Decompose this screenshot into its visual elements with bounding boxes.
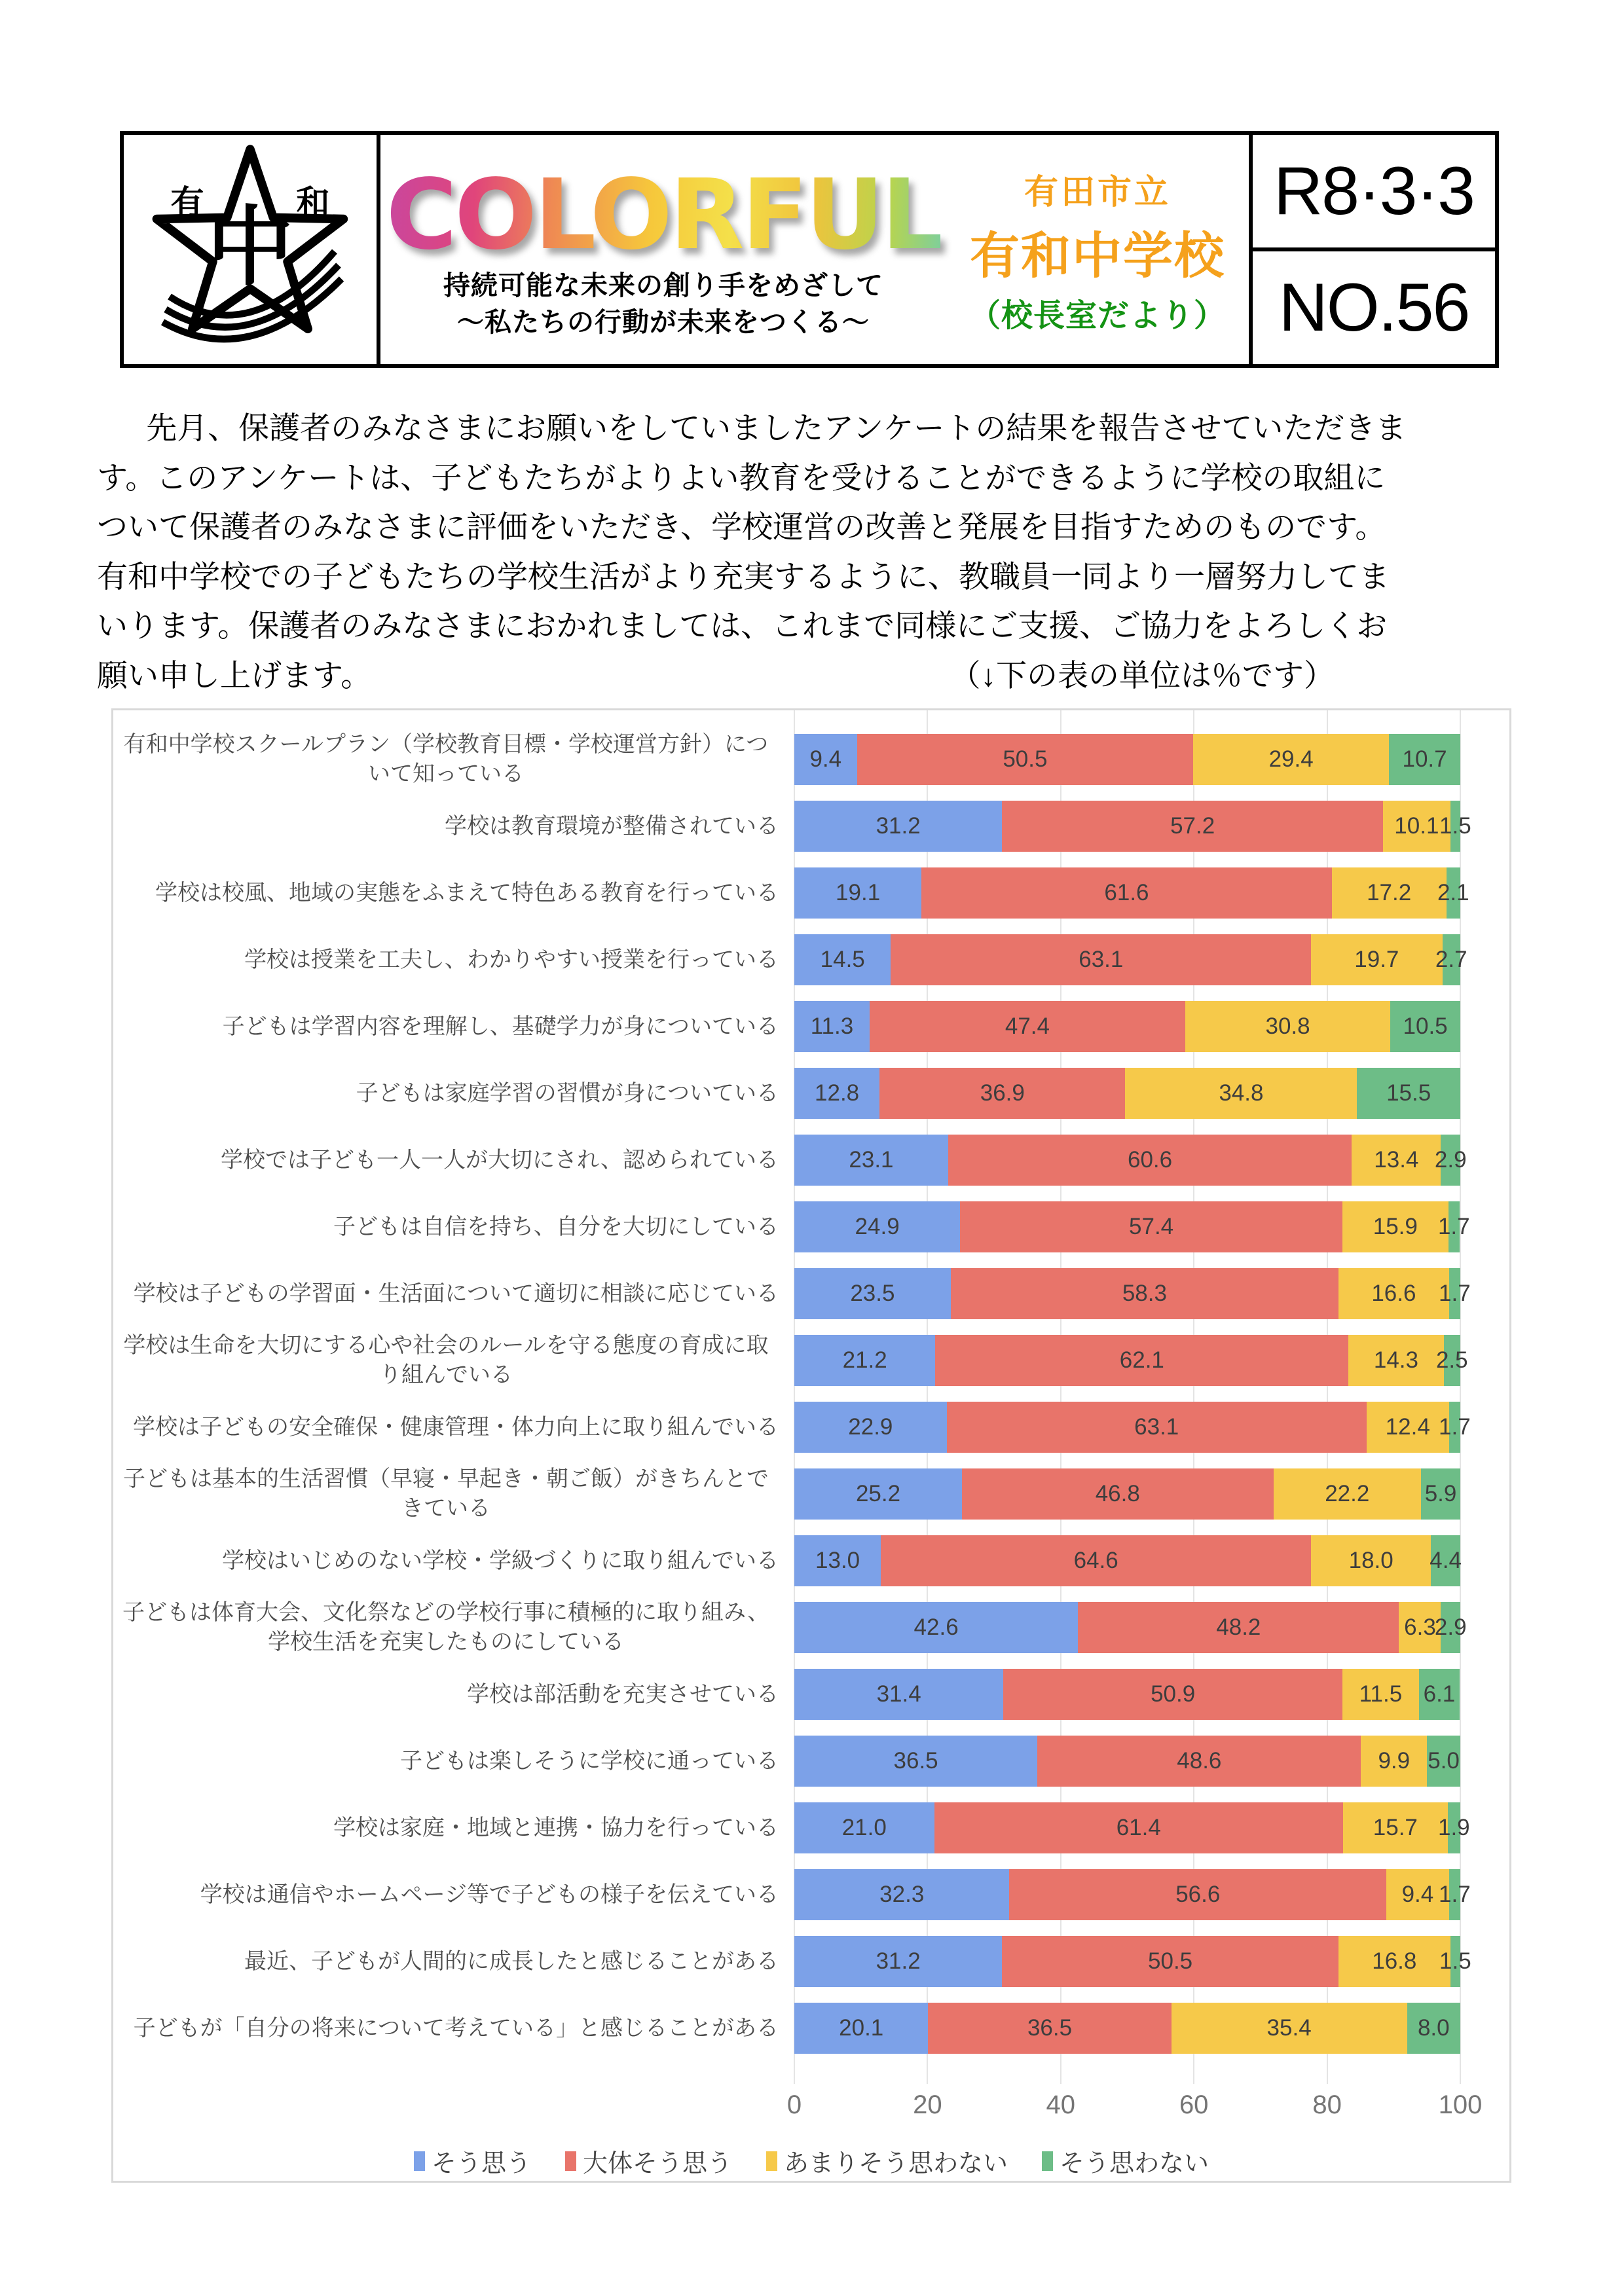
bar-value-label: 14.3 (1373, 1347, 1418, 1373)
legend-item (565, 2143, 732, 2179)
bar-stack (794, 1335, 1468, 1386)
axis-tick-label: 0 (786, 2090, 802, 2119)
bar-value-label: 50.5 (1148, 1948, 1193, 1974)
bar-segment (1037, 1736, 1361, 1787)
bar-value-label: 5.0 (1428, 1748, 1460, 1774)
bar-value-label: 22.2 (1325, 1481, 1370, 1506)
bar-stack (794, 1068, 1460, 1119)
intro-last-line (97, 652, 1531, 702)
bar-segment (1439, 801, 1471, 852)
category-label-text: 最近、子どもが人間的に成長したと感じることがある (244, 1948, 779, 1974)
bar-segment (1367, 1402, 1449, 1453)
intro-line: 願い申し上げます。 (97, 659, 372, 693)
bar-stack (794, 1669, 1460, 1720)
bar-value-label: 57.4 (1129, 1214, 1174, 1239)
bar-segment (1338, 1936, 1450, 1987)
bar-stack (794, 734, 1460, 785)
category-label (113, 1598, 794, 1657)
bar-segment (794, 934, 891, 985)
school-name-block (946, 135, 1249, 364)
bar-value-label: 11.5 (1359, 1681, 1403, 1707)
bar-value-label: 61.4 (1116, 1815, 1161, 1840)
issue-number: NO.56 (1278, 269, 1469, 346)
bar-segment (934, 1802, 1343, 1853)
category-label (113, 1947, 794, 1977)
bar-value-label: 21.0 (841, 1815, 887, 1840)
bar-value-label: 31.2 (876, 1948, 921, 1974)
chart-row (113, 1527, 1509, 1594)
bar-value-label: 64.6 (1073, 1548, 1118, 1573)
bar-value-label: 25.2 (855, 1481, 901, 1506)
bar-stack (794, 801, 1471, 852)
unit-note: （↓下の表の単位は％です） (950, 659, 1335, 693)
category-label-text: 子どもは体育大会、文化祭などの学校行事に積極的に取り組み、学校生活を充実したものにしている (122, 1600, 770, 1654)
bar-value-label: 9.4 (809, 746, 842, 772)
bar-segment (879, 1068, 1125, 1119)
bar-value-label: 36.5 (893, 1748, 938, 1774)
header-middle-cell (380, 135, 1249, 364)
bar-segment (1427, 1736, 1460, 1787)
bar-value-label: 60.6 (1128, 1147, 1173, 1173)
bar-segment (1274, 1468, 1422, 1520)
bar-segment (1390, 1001, 1460, 1052)
category-label (113, 2014, 794, 2043)
bar-value-label: 31.4 (876, 1681, 921, 1707)
category-label (113, 1680, 794, 1709)
bar-value-label: 15.5 (1386, 1080, 1431, 1106)
bar-value-label: 12.4 (1385, 1414, 1430, 1440)
bar-segment (1125, 1068, 1357, 1119)
chart-row (113, 1795, 1509, 1861)
bar-value-label: 10.1 (1394, 813, 1439, 839)
bar-segment (1193, 734, 1389, 785)
newsletter-title: COLORFUL (386, 158, 941, 271)
chart-row (113, 1194, 1509, 1260)
bar-segment (928, 2003, 1171, 2054)
bar-value-label: 36.9 (980, 1080, 1025, 1106)
bar-value-label: 10.7 (1402, 746, 1447, 772)
bar-segment (1434, 1135, 1467, 1186)
intro-line: す。このアンケートは、子どもたちがよりよい教育を受けることができるように学校の取組に (97, 461, 1386, 496)
bar-segment (1435, 1335, 1468, 1386)
bar-value-label: 31.2 (876, 813, 921, 839)
legend-swatch-icon (766, 2151, 777, 2171)
bar-value-label: 2.9 (1434, 1614, 1467, 1640)
bar-segment (1431, 1535, 1460, 1586)
chart-row (113, 860, 1509, 926)
bar-value-label: 30.8 (1265, 1013, 1310, 1039)
bar-segment (1343, 1802, 1448, 1853)
bar-value-label: 62.1 (1119, 1347, 1164, 1373)
category-label (113, 1079, 794, 1108)
bar-value-label: 1.5 (1439, 813, 1471, 839)
chart-row (113, 1127, 1509, 1194)
bar-value-label: 36.5 (1027, 2015, 1073, 2041)
bar-value-label: 1.7 (1439, 1414, 1471, 1440)
bar-value-label: 19.1 (836, 880, 881, 905)
bar-segment (935, 1335, 1348, 1386)
bar-value-label: 11.3 (810, 1013, 854, 1039)
bar-stack (794, 1802, 1470, 1853)
bar-stack (794, 1535, 1460, 1586)
bar-value-label: 9.9 (1378, 1748, 1411, 1774)
legend-item (766, 2143, 1008, 2179)
chart-row (113, 1327, 1509, 1394)
category-label (113, 1146, 794, 1175)
bar-segment (794, 867, 921, 919)
category-label-text: 有和中学校スクールプラン（学校教育目標・学校運営方針）について知っている (123, 732, 769, 786)
chart-row (113, 1461, 1509, 1527)
bar-segment (1348, 1335, 1443, 1386)
bar-segment (1434, 1602, 1467, 1653)
newsletter-subtitle (443, 267, 883, 340)
bar-value-label: 10.5 (1403, 1013, 1448, 1039)
bar-value-label: 12.8 (815, 1080, 860, 1106)
bar-stack (794, 1736, 1460, 1787)
subtitle-line-1: 持続可能な未来の創り手をめざして (443, 270, 883, 301)
legend-item (414, 2143, 531, 2179)
category-label-text: 学校は校風、地域の実態をふまえて特色ある教育を行っている (155, 880, 779, 905)
bar-segment (794, 1135, 948, 1186)
bar-segment (1435, 934, 1467, 985)
emblem-center-char: 中 (207, 199, 293, 295)
bar-value-label: 23.5 (850, 1281, 895, 1306)
bar-segment (1003, 1669, 1342, 1720)
bar-segment (1342, 1201, 1449, 1252)
legend-label: そう思う (431, 2150, 531, 2178)
bar-segment (1009, 1869, 1386, 1920)
emblem-left-char: 有 (170, 184, 204, 221)
category-label-text: 子どもは自信を持ち、自分を大切にしている (333, 1214, 779, 1239)
bar-segment (960, 1201, 1342, 1252)
intro-line: いります。保護者のみなさまにおかれましては、これまで同様にご支援、ご協力をよろしくお (97, 610, 1388, 644)
bar-value-label: 34.8 (1219, 1080, 1264, 1106)
bar-stack (794, 1001, 1460, 1052)
chart-rows (113, 726, 1509, 2062)
bar-value-label: 56.6 (1175, 1882, 1221, 1907)
bar-value-label: 9.4 (1401, 1882, 1434, 1907)
header-right-cell (1249, 135, 1495, 364)
bar-value-label: 63.1 (1134, 1414, 1179, 1440)
bar-value-label: 18.0 (1348, 1548, 1393, 1573)
category-label (113, 879, 794, 908)
bar-segment (794, 2003, 928, 2054)
bar-segment (1342, 1669, 1419, 1720)
bar-value-label: 1.7 (1437, 1214, 1470, 1239)
bar-value-label: 22.9 (848, 1414, 893, 1440)
bar-stack (794, 1402, 1471, 1453)
category-label-text: 学校は授業を工夫し、わかりやすい授業を行っている (244, 947, 779, 972)
legend-swatch-icon (565, 2151, 576, 2171)
bar-value-label: 48.6 (1177, 1748, 1222, 1774)
chart-row (113, 1594, 1509, 1661)
category-label-text: 学校では子ども一人一人が大切にされ、認められている (220, 1147, 779, 1173)
bar-value-label: 48.2 (1216, 1614, 1261, 1640)
bar-segment (794, 1268, 951, 1319)
bar-segment (1332, 867, 1447, 919)
x-axis (786, 2085, 1483, 2123)
office-name: （校長室だより） (969, 298, 1226, 333)
survey-chart (111, 708, 1511, 2183)
axis-tick-label: 40 (1046, 2090, 1076, 2119)
bar-value-label: 1.5 (1439, 1948, 1471, 1974)
bar-stack (794, 1201, 1470, 1252)
category-label (113, 1880, 794, 1910)
bar-value-label: 46.8 (1095, 1481, 1140, 1506)
city-name: 有田市立 (1024, 173, 1171, 211)
category-label (113, 1331, 794, 1390)
bar-segment (881, 1535, 1311, 1586)
bar-segment (794, 1669, 1003, 1720)
bar-segment (1389, 734, 1460, 785)
chart-inner (113, 710, 1509, 2179)
bar-value-label: 61.6 (1104, 880, 1149, 905)
category-label (113, 812, 794, 841)
chart-row (113, 1060, 1509, 1127)
bar-segment (794, 1001, 870, 1052)
bar-segment (794, 1936, 1002, 1987)
legend-label: 大体そう思う (582, 2150, 732, 2178)
school-name: 有和中学校 (970, 228, 1225, 284)
bar-segment (794, 1736, 1037, 1787)
category-label-text: 子どもが「自分の将来について考えている」と感じることがある (133, 2015, 779, 2041)
bar-value-label: 6.1 (1423, 1681, 1456, 1707)
bar-stack (794, 1135, 1467, 1186)
bar-value-label: 35.4 (1266, 2015, 1312, 2041)
bar-segment (947, 1402, 1367, 1453)
bar-value-label: 16.6 (1371, 1281, 1416, 1306)
chart-row (113, 793, 1509, 860)
category-label (113, 1279, 794, 1309)
category-label-text: 子どもは楽しそうに学校に通っている (400, 1748, 779, 1774)
category-label-text: 学校は生命を大切にする心や社会のルールを守る態度の育成に取り組んでいる (123, 1333, 769, 1387)
intro-line: 有和中学校での子どもたちの学校生活がより充実するように、教職員一同より一層努力してま (97, 560, 1390, 594)
bar-segment (1185, 1001, 1390, 1052)
bar-segment (1419, 1669, 1460, 1720)
bar-segment (1437, 1201, 1470, 1252)
bar-segment (891, 934, 1311, 985)
category-label (113, 1012, 794, 1042)
bar-segment (870, 1001, 1185, 1052)
bar-value-label: 24.9 (855, 1214, 900, 1239)
bar-stack (794, 2003, 1460, 2054)
bar-segment (1357, 1068, 1460, 1119)
bar-value-label: 2.7 (1435, 947, 1467, 972)
bar-segment (1439, 1869, 1471, 1920)
title-block (380, 135, 946, 364)
category-label (113, 1546, 794, 1576)
legend-item (1042, 2143, 1209, 2179)
bar-segment (1311, 934, 1442, 985)
bar-segment (1439, 1268, 1471, 1319)
subtitle-line-2: ～私たちの行動が未来をつくる～ (457, 307, 870, 337)
bar-segment (794, 1802, 934, 1853)
category-label (113, 1413, 794, 1442)
bar-segment (794, 734, 857, 785)
category-label-text: 学校は通信やホームページ等で子どもの様子を伝えている (200, 1882, 779, 1907)
legend-swatch-icon (1042, 2151, 1053, 2171)
category-label (113, 1212, 794, 1242)
bar-stack (794, 1468, 1460, 1520)
axis-tick-label: 20 (913, 2090, 942, 2119)
emblem-right-char: 和 (296, 184, 330, 221)
bar-segment (1439, 1402, 1471, 1453)
bar-segment (1002, 801, 1383, 852)
category-label (113, 1813, 794, 1843)
category-label-text: 学校はいじめのない学校・学級づくりに取り組んでいる (222, 1548, 779, 1573)
school-emblem-icon (152, 141, 348, 357)
bar-value-label: 2.9 (1434, 1147, 1467, 1173)
bar-segment (962, 1468, 1273, 1520)
bar-segment (1352, 1135, 1441, 1186)
category-label (113, 1465, 794, 1523)
bar-value-label: 57.2 (1170, 813, 1215, 839)
chart-row (113, 1394, 1509, 1461)
bar-value-label: 17.2 (1367, 880, 1412, 905)
bar-segment (1002, 1936, 1338, 1987)
chart-row (113, 1260, 1509, 1327)
chart-row (113, 1861, 1509, 1928)
chart-row (113, 1661, 1509, 1728)
bar-segment (794, 1335, 935, 1386)
category-label-text: 子どもは学習内容を理解し、基礎学力が身についている (222, 1013, 779, 1039)
bar-segment (1421, 1468, 1460, 1520)
logo-cell (124, 135, 380, 364)
legend-label: あまりそう思わない (784, 2150, 1008, 2178)
bar-stack (794, 934, 1467, 985)
bar-segment (794, 1869, 1009, 1920)
bar-stack (794, 1602, 1467, 1653)
bar-value-label: 15.9 (1373, 1214, 1418, 1239)
axis-tick-label: 100 (1438, 2090, 1483, 2119)
category-label-text: 学校は部活動を充実させている (467, 1681, 779, 1707)
header-table (120, 131, 1499, 368)
chart-row (113, 993, 1509, 1060)
bar-segment (1311, 1535, 1431, 1586)
bar-value-label: 6.3 (1404, 1614, 1436, 1640)
axis-tick-label: 80 (1312, 2090, 1342, 2119)
bar-segment (1338, 1268, 1449, 1319)
bar-value-label: 14.5 (820, 947, 865, 972)
bar-value-label: 42.6 (913, 1614, 959, 1640)
bar-segment (1407, 2003, 1460, 2054)
category-label-text: 子どもは基本的生活習慣（早寝・早起き・朝ご飯）がきちんとできている (123, 1467, 769, 1521)
bar-value-label: 47.4 (1005, 1013, 1050, 1039)
bar-segment (1078, 1602, 1399, 1653)
intro-paragraph (97, 405, 1531, 701)
bar-value-label: 50.9 (1151, 1681, 1196, 1707)
chart-row (113, 1995, 1509, 2062)
bar-value-label: 21.2 (842, 1347, 887, 1373)
legend-swatch-icon (414, 2151, 425, 2171)
bar-value-label: 50.5 (1003, 746, 1048, 772)
chart-row (113, 726, 1509, 793)
bar-stack (794, 1936, 1471, 1987)
bar-value-label: 4.4 (1430, 1548, 1462, 1573)
bar-value-label: 8.0 (1417, 2015, 1450, 2041)
bar-segment (1361, 1736, 1427, 1787)
issue-date: R8·3·3 (1253, 135, 1495, 251)
bar-value-label: 58.3 (1122, 1281, 1167, 1306)
bar-segment (951, 1268, 1338, 1319)
bar-segment (921, 867, 1331, 919)
bar-value-label: 5.9 (1424, 1481, 1457, 1506)
bar-value-label: 19.7 (1354, 947, 1399, 972)
axis-tick-label: 60 (1179, 2090, 1209, 2119)
bar-segment (857, 734, 1194, 785)
bar-segment (1437, 1802, 1470, 1853)
bar-segment (794, 1602, 1078, 1653)
bar-segment (794, 1201, 960, 1252)
bar-segment (794, 1402, 947, 1453)
bar-value-label: 2.1 (1437, 880, 1469, 905)
bar-value-label: 29.4 (1268, 746, 1314, 772)
category-label-text: 子どもは家庭学習の習慣が身についている (356, 1080, 779, 1106)
bar-segment (948, 1135, 1352, 1186)
bar-value-label: 63.1 (1079, 947, 1124, 972)
bar-segment (1437, 867, 1469, 919)
category-label-text: 学校は子どもの学習面・生活面について適切に相談に応じている (133, 1281, 779, 1306)
bar-value-label: 15.7 (1373, 1815, 1418, 1840)
bar-stack (794, 867, 1469, 919)
bar-stack (794, 1869, 1471, 1920)
bar-segment (794, 801, 1002, 852)
category-label-text: 学校は家庭・地域と連携・協力を行っている (333, 1815, 779, 1840)
bar-stack (794, 1268, 1471, 1319)
category-label (113, 1747, 794, 1776)
legend-label: そう思わない (1060, 2150, 1209, 2178)
intro-line: 先月、保護者のみなさまにお願いをしていましたアンケートの結果を報告させていただきま (146, 412, 1407, 446)
category-label (113, 945, 794, 975)
bar-value-label: 1.9 (1437, 1815, 1470, 1840)
bar-segment (794, 1068, 879, 1119)
bar-value-label: 2.5 (1435, 1347, 1468, 1373)
bar-value-label: 20.1 (839, 2015, 884, 2041)
category-label-text: 学校は教育環境が整備されている (445, 813, 779, 839)
category-label (113, 730, 794, 789)
bar-value-label: 32.3 (879, 1882, 925, 1907)
bar-segment (1439, 1936, 1471, 1987)
intro-line: ついて保護者のみなさまに評価をいただき、学校運営の改善と発展を目指すためのものです。 (97, 511, 1386, 545)
chart-row (113, 1728, 1509, 1795)
category-label-text: 学校は子どもの安全確保・健康管理・体力向上に取り組んでいる (133, 1414, 779, 1440)
chart-legend (113, 2143, 1509, 2179)
bar-value-label: 13.4 (1374, 1147, 1419, 1173)
bar-segment (794, 1535, 881, 1586)
bar-segment (1172, 2003, 1407, 2054)
bar-value-label: 1.7 (1439, 1882, 1471, 1907)
bar-value-label: 16.8 (1372, 1948, 1417, 1974)
bar-value-label: 23.1 (849, 1147, 894, 1173)
bar-value-label: 1.7 (1439, 1281, 1471, 1306)
bar-segment (794, 1468, 962, 1520)
chart-row (113, 926, 1509, 993)
bar-value-label: 13.0 (815, 1548, 860, 1573)
chart-row (113, 1928, 1509, 1995)
